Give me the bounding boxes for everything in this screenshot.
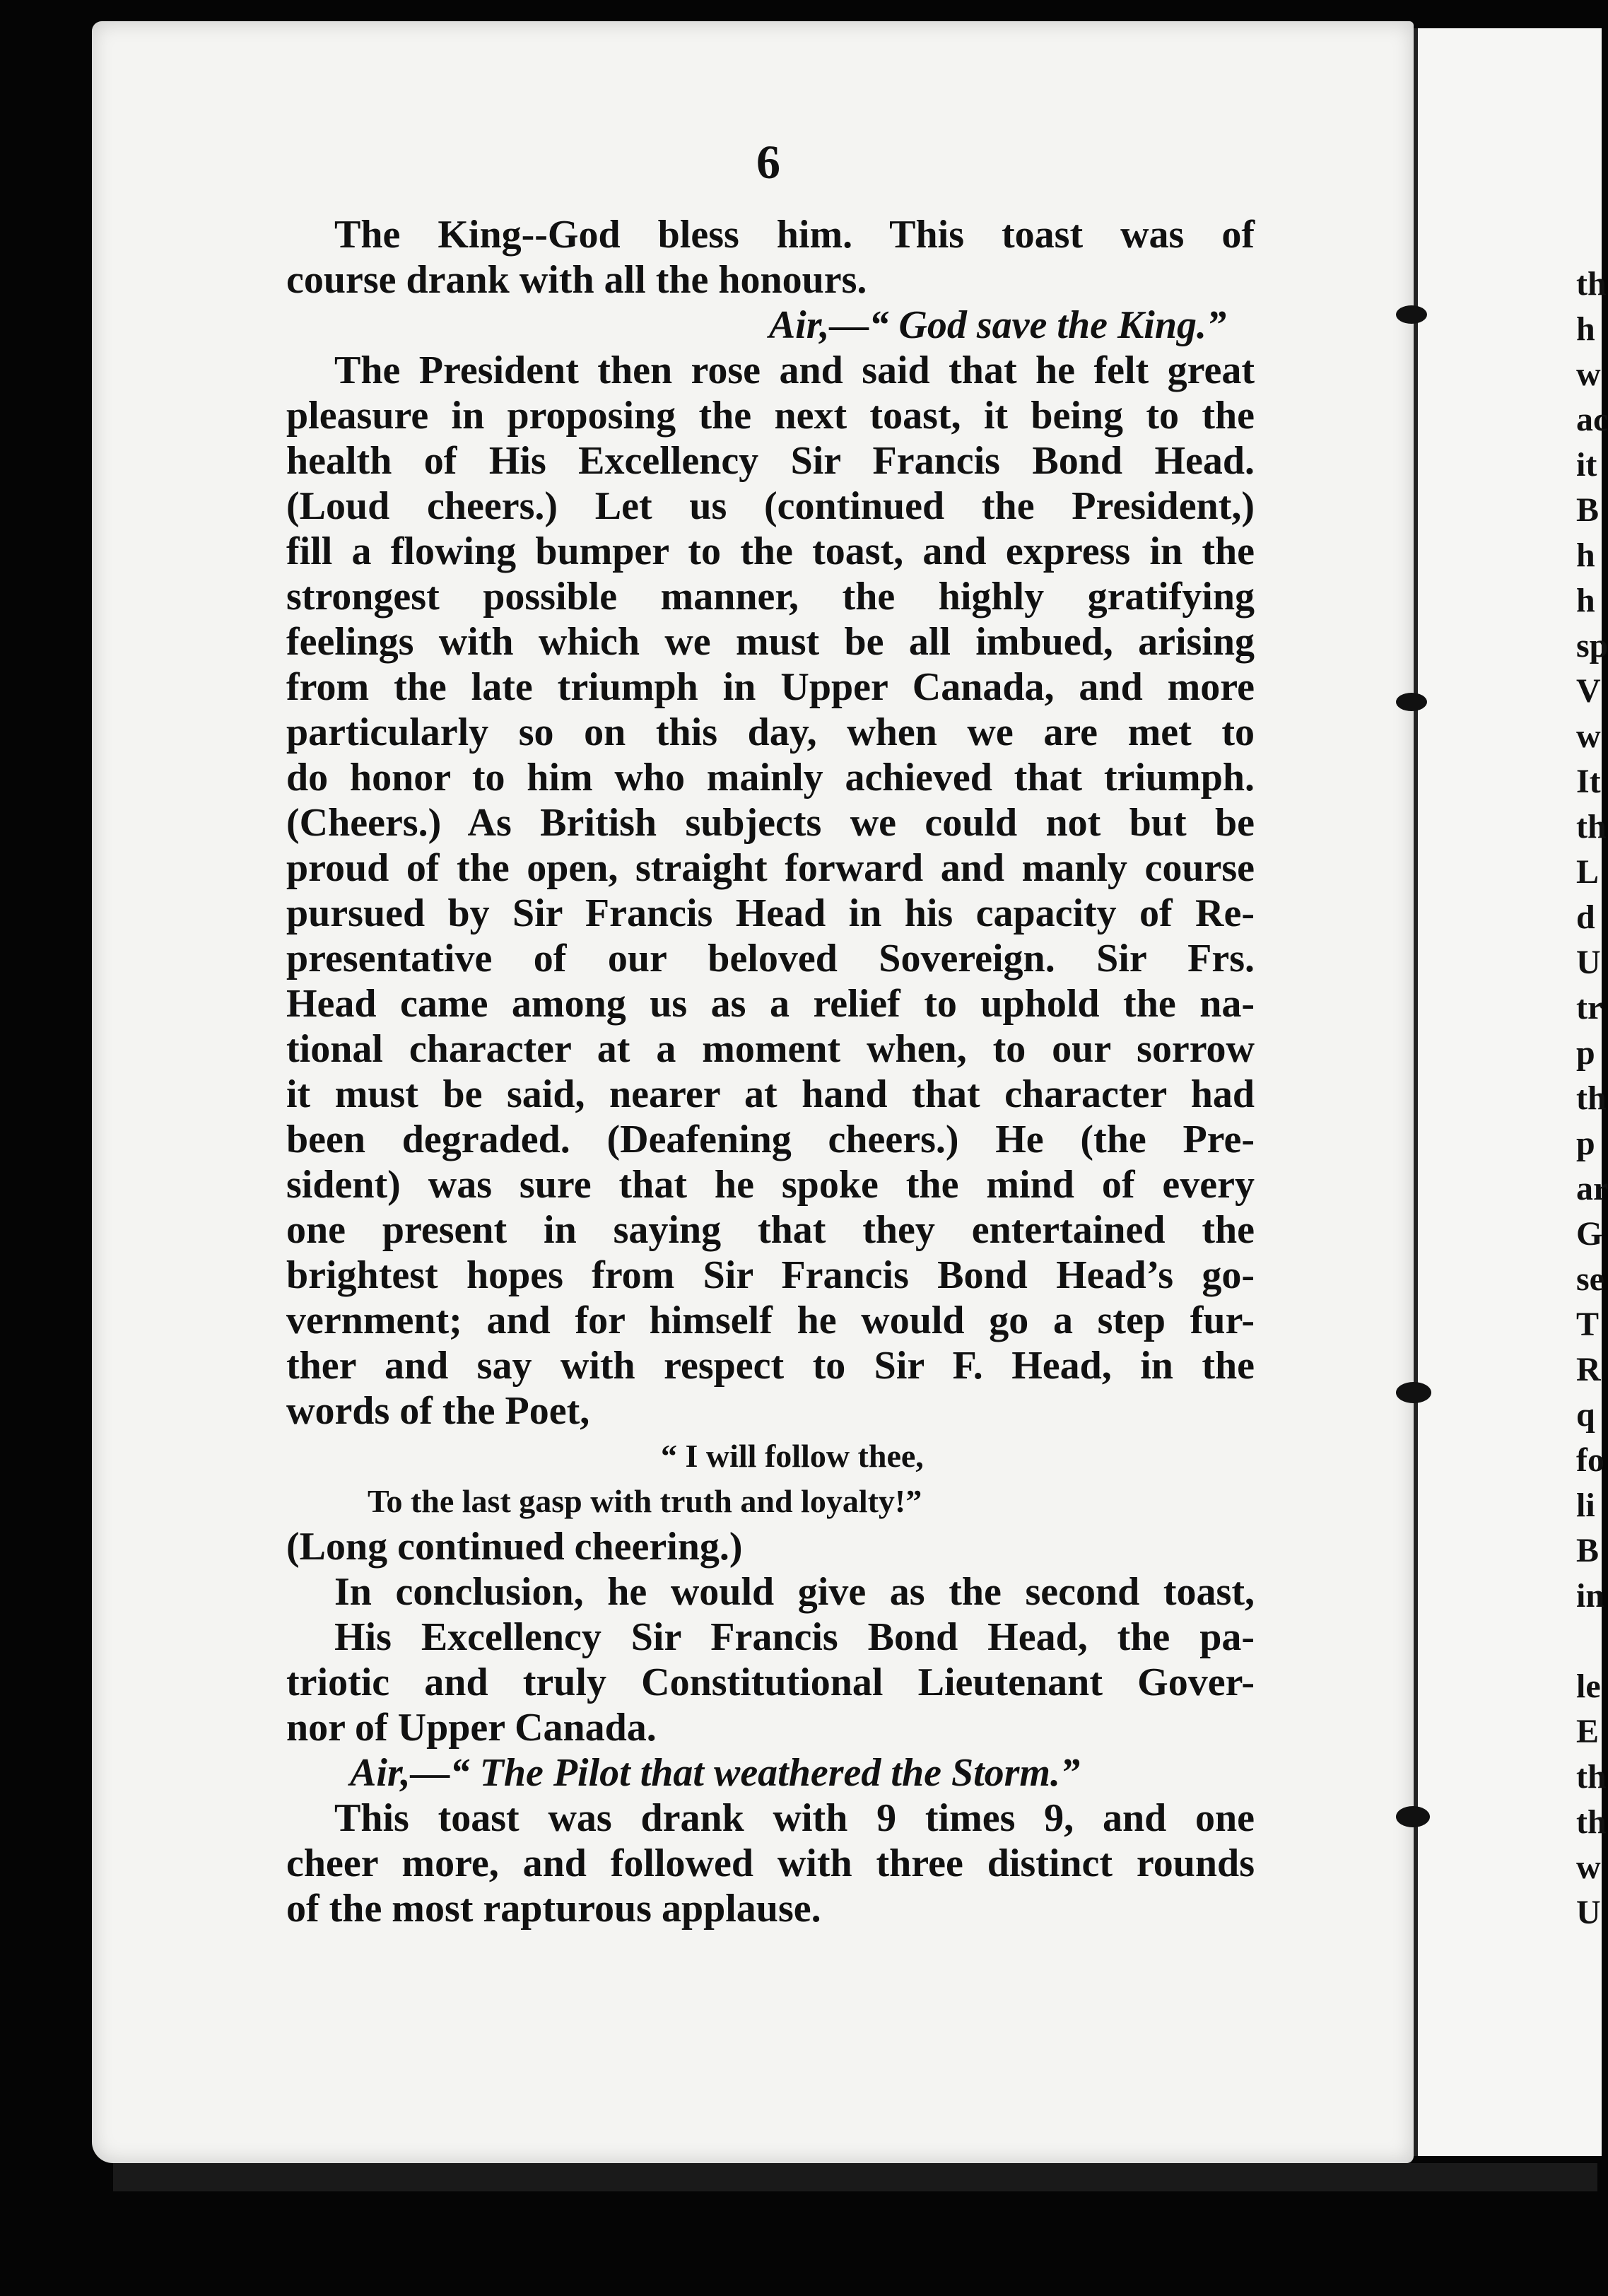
text-line: sident) was sure that he spoke the mind of every [286,1163,1255,1207]
text-line: it must be said, nearer at hand that character had [286,1072,1255,1116]
air-line: Air,—“ God save the King.” [768,303,1226,347]
text-line: (Loud cheers.) Let us (continued the President,) [286,484,1255,528]
margin-letter: G [1576,1215,1603,1253]
margin-letter: U [1576,1894,1601,1931]
margin-letter: w [1576,1849,1601,1886]
text-line: ther and say with respect to Sir F. Head, in the [286,1344,1255,1388]
margin-letter: sp [1576,627,1608,664]
margin-letter: le [1576,1668,1601,1705]
text-line: presentative of our beloved Sovereign. Sir Frs. [286,937,1255,980]
margin-letter: E [1576,1713,1600,1750]
margin-letter: li [1576,1487,1595,1524]
text-line: (Long continued cheering.) [286,1525,743,1569]
text-line: one present in saying that they entertained the [286,1208,1255,1252]
margin-letter: ac [1576,401,1608,438]
margin-letter: B [1576,1532,1600,1569]
margin-letter: It [1576,763,1601,800]
text-line: do honor to him who mainly achieved that triumph. [286,756,1255,800]
margin-letter: se [1576,1260,1604,1298]
text-line: pleasure in proposing the next toast, it being to the [286,394,1255,438]
margin-letter: th [1576,1803,1607,1841]
ink-blot [1396,1806,1430,1827]
toast-line: nor of Upper Canada. [286,1706,657,1750]
text-line: (Cheers.) As British subjects we could not but be [286,801,1255,845]
text-line: Head came among us as a relief to uphold the na- [286,982,1255,1026]
margin-letter: in [1576,1577,1605,1615]
margin-letter: h [1576,582,1595,619]
toast-line: triotic and truly Constitutional Lieutenant Gover- [286,1660,1255,1704]
text-line: words of the Poet, [286,1389,590,1433]
margin-letter: B [1576,491,1600,529]
margin-letter: h [1576,537,1595,574]
margin-letter: w [1576,356,1601,393]
margin-letter: U [1576,944,1601,981]
margin-letter: p [1576,1034,1595,1072]
text-line: feelings with which we must be all imbued, arising [286,620,1255,664]
text-line: This toast was drank with 9 times 9, and one [334,1796,1255,1840]
page-number: 6 [756,135,780,189]
text-line: fill a flowing bumper to the toast, and express in the [286,529,1255,573]
text-line: proud of the open, straight forward and manly course [286,846,1255,890]
verse-line: To the last gasp with truth and loyalty!” [368,1483,922,1519]
margin-letter [1576,1619,1604,1664]
margin-letter: tr [1576,989,1603,1026]
ink-blot [1396,1382,1431,1403]
text-line: In conclusion, he would give as the second toast, [334,1570,1255,1614]
text-line: health of His Excellency Sir Francis Bond Head. [286,439,1255,483]
text-line: pursued by Sir Francis Head in his capacity of Re- [286,891,1255,935]
facing-page-edge [1414,28,1608,2156]
text-line: cheer more, and followed with three distinct rounds [286,1841,1255,1885]
text-line: brightest hopes from Sir Francis Bond Head’s go- [286,1253,1255,1297]
margin-letter: d [1576,898,1595,936]
text-line: vernment; and for himself he would go a step fur- [286,1299,1255,1342]
verse-line: “ I will follow thee, [661,1438,924,1474]
air-line: Air,—“ The Pilot that weathered the Storm.” [350,1751,1080,1795]
margin-letter: fo [1576,1441,1604,1479]
margin-letter: R [1576,1351,1601,1388]
margin-letter: p [1576,1125,1595,1162]
margin-letter: T [1576,1306,1600,1343]
margin-letter: th [1576,1758,1607,1796]
text-line: course drank with all the honours. [286,258,867,302]
margin-letter: V [1576,672,1601,710]
margin-letter: th [1576,265,1607,303]
text-line: of the most rapturous applause. [286,1887,821,1931]
ink-blot [1396,305,1427,324]
text-column [286,212,1255,1931]
toast-line: His Excellency Sir Francis Bond Head, the pa- [334,1615,1255,1659]
text-line: The King--God bless him. This toast was of [334,213,1255,257]
text-line: from the late triumph in Upper Canada, and more [286,665,1255,709]
margin-letter: it [1576,446,1597,484]
margin-letter: th [1576,808,1607,845]
margin-letter: L [1576,853,1600,891]
text-line: been degraded. (Deafening cheers.) He (the Pre- [286,1118,1255,1161]
margin-letter: w [1576,718,1601,755]
margin-letter: h [1576,310,1595,348]
margin-letter: q [1576,1396,1595,1434]
text-line: strongest possible manner, the highly gratifying [286,575,1255,619]
margin-letter: ar [1576,1170,1608,1207]
text-line: particularly so on this day, when we are met to [286,710,1255,754]
ink-blot [1396,693,1427,711]
page-bottom-shadow [113,2163,1597,2191]
margin-letter: th [1576,1079,1607,1117]
facing-page-margin-letters [1576,262,1608,1935]
text-line: tional character at a moment when, to our sorrow [286,1027,1255,1071]
text-line: The President then rose and said that he felt great [334,348,1255,392]
